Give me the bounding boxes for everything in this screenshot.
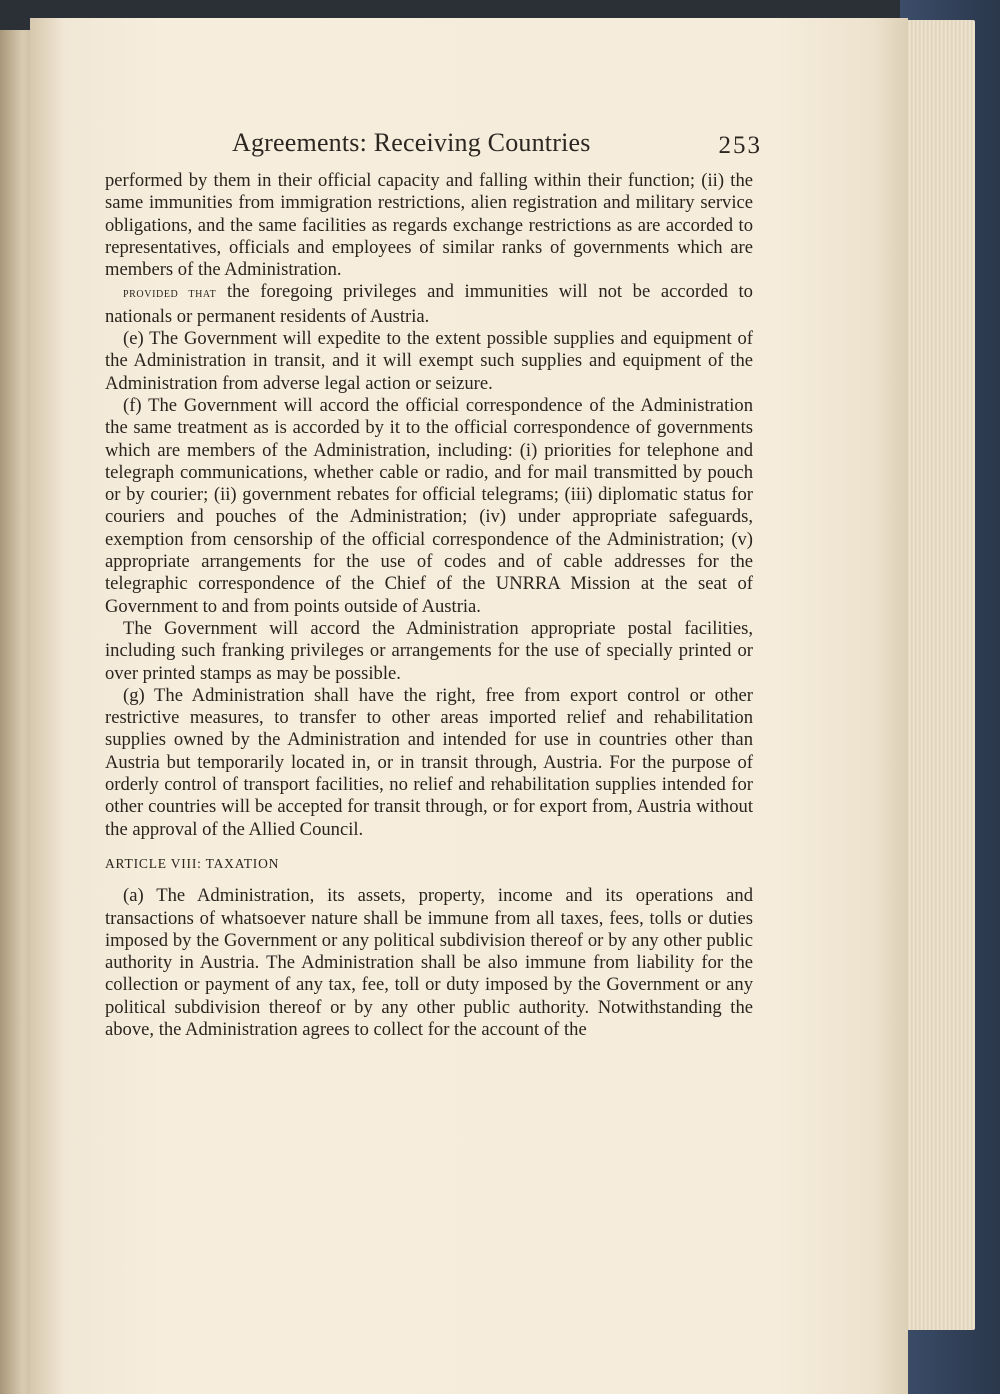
paragraph-continuation: performed by them in their official capacity and falling within their function; (ii) the same immunities from immigration restrictions, alien registration and military service obligations, and the same facilities as regards exchange restrictions as are accorded to representatives, officials and employees of similar ranks of governments which are members of the Administration. — [105, 170, 753, 281]
proviso-text: the foregoing privileges and immunities will not be accorded to nationals or permanent residents of Austria. — [105, 281, 753, 327]
paragraph-a: (a) The Administration, its assets, property, income and its operations and transactions of whatsoever nature shall be immune from all taxes, fees, tolls or duties imposed by the Government or any political subdivision thereof or by any other public authority in Austria. The Administration shall be also immune from liability for the collection or payment of any tax, fee, toll or duty imposed by the Government or any political subdivision thereof or by any other public authority. Notwithstanding the above, the Administration agrees to collect for the account of the — [105, 885, 753, 1040]
running-title: Agreements: Receiving Countries — [232, 128, 591, 157]
proviso-lead: provided that — [123, 286, 217, 302]
paragraph-proviso — [105, 281, 753, 328]
page-header — [232, 128, 762, 164]
paragraph-postal: The Government will accord the Administration appropriate postal facilities, including such franking privileges or arrangements for the use of specially printed or over printed stamps as may be possible. — [105, 617, 753, 684]
page-number: 253 — [718, 132, 762, 159]
paragraph-e: (e) The Government will expedite to the extent possible supplies and equipment of the Administration in transit, and it will exempt such supplies and equipment of the Administration from adverse legal action or seizure. — [105, 328, 753, 394]
page-block-edge — [905, 20, 975, 1330]
paragraph-f: (f) The Government will accord the official correspondence of the Administration the same treatment as is accorded by it to the official correspondence of governments which are members of the Administration, including: (i) priorities for telephone and telegraph communications, whether cable or radio, and for mail transmitted by pouch or by courier; (ii) government rebates for official telegrams; (iii) diplomatic status for couriers and pouches of the Administration; (iv) under appropriate safeguards, exemption from censorship of the official correspondence of the Administration; (v) appropriate arrangements for the use of codes and of cable addresses for the telegraphic correspondence of the Chief of the UNRRA Mission at the seat of Government to and from points outside of Austria. — [105, 394, 753, 617]
body-text — [105, 170, 753, 1041]
paragraph-g: (g) The Administration shall have the right, free from export control or other restrictive measures, to transfer to other areas imported relief and rehabilitation supplies owned by the Administration and intended for use in countries other than Austria but temporarily located in, or in transit through, Austria. For the purpose of orderly control of transport facilities, no relief and rehabilitation supplies intended for other countries will be accepted for transit through, or for export from, Austria without the approval of the Allied Council. — [105, 684, 753, 840]
section-heading: ARTICLE VIII: TAXATION — [105, 855, 280, 871]
